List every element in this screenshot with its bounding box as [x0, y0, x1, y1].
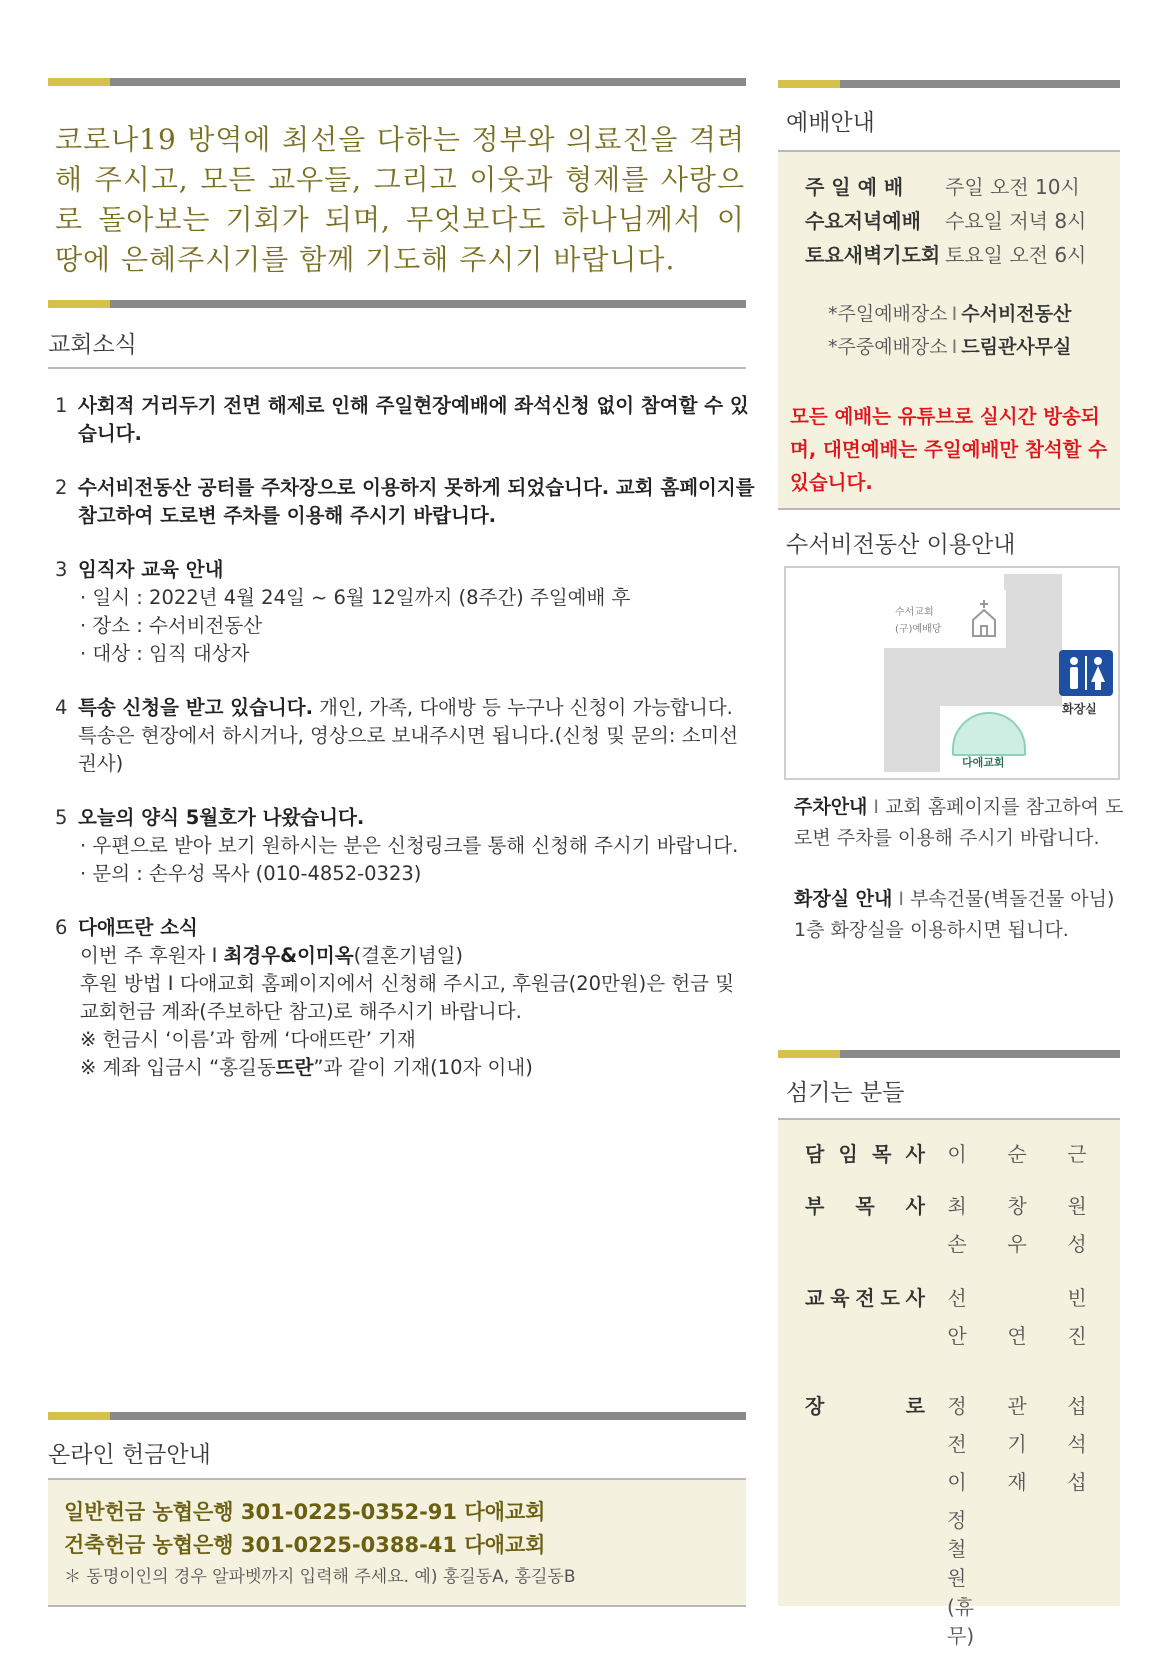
role-elder	[805, 1390, 925, 1419]
account-general: 일반헌금 농협은행 301-0225-0352-91 다애교회	[64, 1500, 546, 1524]
account-building: 건축헌금 농협은행 301-0225-0388-41 다애교회	[64, 1533, 546, 1557]
name-char: 창	[1007, 1194, 1027, 1218]
top-divider-right	[778, 80, 1120, 88]
news-detail	[78, 1054, 755, 1082]
role-char: 장	[805, 1394, 825, 1418]
role-char: 교	[805, 1286, 825, 1310]
service-row	[805, 238, 1086, 272]
role-char: 목	[872, 1142, 892, 1166]
elder-name	[947, 1466, 1087, 1495]
staff-title: 섬기는 분들	[786, 1080, 905, 1106]
worship-title: 예배안내	[786, 110, 875, 136]
sponsor-suffix: (결혼기념일)	[353, 944, 464, 967]
name-char: 선	[947, 1286, 967, 1310]
role-char: 사	[905, 1194, 925, 1218]
role-char: 목	[855, 1194, 875, 1218]
name-char: 손	[947, 1232, 967, 1256]
worship-times	[805, 170, 1086, 272]
news-num: 3	[55, 558, 68, 581]
map-building	[884, 648, 940, 772]
service-time: 토요일 오전 6시	[945, 243, 1087, 267]
role-char: 부	[805, 1194, 825, 1218]
role-char: 로	[905, 1394, 925, 1418]
news-item-6	[55, 914, 755, 1082]
parking-label: 주차안내	[794, 796, 868, 818]
name-char: 연	[1007, 1324, 1027, 1348]
name-char: 빈	[1067, 1286, 1087, 1310]
associate-pastor-name	[947, 1228, 1087, 1257]
name-char: 관	[1007, 1394, 1027, 1418]
offering-bottom-line	[48, 1605, 746, 1607]
news-detail: · 대상 : 임직 대상자	[80, 642, 250, 665]
worship-places	[828, 298, 1071, 364]
service-label: 주 일 예 배	[805, 175, 904, 199]
news-num: 2	[55, 476, 68, 499]
church-label-2: (구)예배당	[895, 624, 942, 635]
name-char: 우	[1007, 1232, 1027, 1256]
news-detail: 후원 방법 I 다애교회 홈페이지에서 신청해 주시고, 후원금(20만원)은 헌금 및 교회헌금 계좌(주보하단 참고)로 해주시기 바랍니다.	[80, 972, 735, 1023]
name-char: 안	[947, 1324, 967, 1348]
news-num: 4	[55, 696, 68, 719]
role-senior-pastor	[805, 1138, 925, 1167]
service-label: 토요새벽기도회	[805, 243, 941, 267]
offering-divider	[48, 1412, 746, 1420]
news-num: 1	[55, 394, 68, 417]
news-item-2	[55, 474, 755, 530]
sponsor-name: 최경우&이미옥	[223, 944, 354, 967]
news-list	[55, 392, 755, 1108]
tent-building	[952, 712, 1026, 756]
name-char: 정	[947, 1394, 967, 1418]
news-num: 5	[55, 806, 68, 829]
broadcast-notice: 모든 예배는 유튜브로 실시간 방송되며, 대면예배는 주일예배만 참석할 수 있습니다.	[790, 405, 1108, 494]
name-char: 섭	[1067, 1394, 1087, 1418]
parking-info	[794, 792, 1124, 854]
service-time: 주일 오전 10시	[945, 175, 1080, 199]
vision-park-map	[784, 566, 1120, 780]
place-row	[828, 331, 1071, 364]
restroom-info	[794, 884, 1124, 946]
news-headline: 오늘의 양식 5월호가 나왔습니다.	[78, 806, 365, 829]
name-char: 재	[1007, 1470, 1027, 1494]
offering-title: 온라인 헌금안내	[48, 1442, 211, 1468]
vision-park-title: 수서비전동산 이용안내	[786, 532, 1016, 558]
news-item-4	[55, 694, 755, 778]
elder-name	[947, 1390, 1087, 1419]
role-char: 육	[830, 1286, 850, 1310]
news-headline: 임직자 교육 안내	[78, 558, 224, 581]
role-char: 도	[880, 1286, 900, 1310]
news-headline: 수서비전동산 공터를 주차장으로 이용하지 못하게 되었습니다. 교회 홈페이지를 참고하여 도로변 주차를 이용해 주시기 바랍니다.	[78, 476, 755, 527]
old-church-label	[895, 604, 941, 638]
news-detail: · 일시 : 2022년 4월 24일 ~ 6월 12일까지 (8주간) 주일예배 후	[80, 586, 631, 609]
name-char	[1007, 1282, 1027, 1311]
note-suffix: ”과 같이 기재(10자 이내)	[313, 1056, 533, 1079]
name-char: 진	[1067, 1324, 1087, 1348]
place-row	[828, 298, 1071, 331]
role-char: 사	[905, 1286, 925, 1310]
restroom-label: 화장실	[1062, 702, 1097, 716]
name-char: 이	[947, 1142, 967, 1166]
top-divider-left	[48, 78, 746, 86]
church-logo: 다애교회	[962, 756, 1005, 769]
intro-prayer: 코로나19 방역에 최선을 다하는 정부와 의료진을 격려해 주시고, 모든 교우들, 그리고 이웃과 형제를 사랑으로 돌아보는 기회가 되며, 무엇보다도 하나님께서 이 땅에 은혜주시기를 함께 기도해 주시기 바랍니다.	[55, 123, 745, 276]
elder-name-resting: 정 철 원 (휴무)	[947, 1508, 975, 1648]
staff-divider	[778, 1050, 1120, 1058]
news-detail: · 우편으로 받아 보기 원하시는 분은 신청링크를 통해 신청해 주시기 바랍니다.	[80, 834, 739, 857]
name-char: 순	[1007, 1142, 1027, 1166]
offering-accounts	[64, 1496, 744, 1592]
senior-pastor-name	[947, 1138, 1087, 1167]
role-char: 사	[905, 1142, 925, 1166]
news-headline: 특송 신청을 받고 있습니다.	[78, 696, 313, 719]
restroom-icon	[1059, 650, 1113, 696]
news-title: 교회소식	[48, 332, 137, 358]
news-detail: 개인, 가족, 다애방 등 누구나 신청이 가능합니다. 특송은 현장에서 하시거나, 영상으로 보내주시면 됩니다.(신청 및 문의: 소미선 권사)	[78, 696, 739, 775]
service-time: 수요일 저녁 8시	[945, 209, 1087, 233]
note-bold: 뜨란	[275, 1056, 314, 1079]
news-underline	[48, 367, 746, 369]
sponsor-prefix: 이번 주 후원자 I	[80, 944, 224, 967]
news-divider	[48, 300, 746, 308]
separator: I	[951, 303, 958, 325]
elder-name	[947, 1428, 1087, 1457]
separator: I	[951, 336, 958, 358]
education-evangelist-name	[947, 1282, 1087, 1311]
news-item-3	[55, 556, 755, 668]
church-label-1: 수서교회	[895, 607, 934, 618]
role-education-evangelist	[805, 1282, 925, 1311]
name-char: 전	[947, 1432, 967, 1456]
news-detail: ※ 헌금시 ‘이름’과 함께 ‘다애뜨란’ 기재	[80, 1028, 416, 1051]
news-detail: · 장소 : 수서비전동산	[80, 614, 263, 637]
restroom-text: 부속건물(벽돌건물 아님) 1층 화장실을 이용하시면 됩니다.	[794, 888, 1115, 941]
associate-pastor-name	[947, 1190, 1087, 1219]
note-prefix: ※ 계좌 입금시 “홍길동	[80, 1056, 276, 1079]
name-char: 이	[947, 1470, 967, 1494]
parking-text: 교회 홈페이지를 참고하여 도로변 주차를 이용해 주시기 바랍니다.	[794, 796, 1124, 849]
place-name: 드림관사무실	[961, 336, 1072, 358]
role-char: 담	[805, 1142, 825, 1166]
news-num: 6	[55, 916, 68, 939]
place-label: *주중예배장소	[828, 336, 948, 358]
role-char: 전	[855, 1286, 875, 1310]
place-label: *주일예배장소	[828, 303, 948, 325]
news-item-5	[55, 804, 755, 888]
service-row	[805, 170, 1086, 204]
church-icon	[969, 598, 999, 638]
news-detail: · 문의 : 손우성 목사 (010-4852-0323)	[80, 862, 422, 885]
separator: I	[898, 888, 904, 910]
name-char: 석	[1067, 1432, 1087, 1456]
worship-bottom-line	[778, 508, 1120, 510]
news-headline: 다애뜨란 소식	[78, 916, 198, 939]
name-char: 성	[1067, 1232, 1087, 1256]
place-name: 수서비전동산	[961, 303, 1072, 325]
role-char: 임	[838, 1142, 858, 1166]
offering-note: ＊ 동명이인의 경우 알파벳까지 입력해 주세요. 예) 홍길동A, 홍길동B	[64, 1567, 576, 1587]
name-char: 최	[947, 1194, 967, 1218]
name-char: 기	[1007, 1432, 1027, 1456]
name-char: 원	[1067, 1194, 1087, 1218]
old-church-box	[889, 590, 1006, 648]
name-char: 근	[1067, 1142, 1087, 1166]
news-detail	[78, 942, 755, 970]
news-headline: 사회적 거리두기 전면 해제로 인해 주일현장예배에 좌석신청 없이 참여할 수 있습니다.	[78, 394, 749, 445]
service-label: 수요저녁예배	[805, 209, 921, 233]
name-char: 섭	[1067, 1470, 1087, 1494]
education-evangelist-name	[947, 1320, 1087, 1349]
restroom-info-label: 화장실 안내	[794, 888, 893, 910]
news-item-1	[55, 392, 755, 448]
service-row	[805, 204, 1086, 238]
role-associate-pastor	[805, 1190, 925, 1219]
separator: I	[873, 796, 880, 818]
